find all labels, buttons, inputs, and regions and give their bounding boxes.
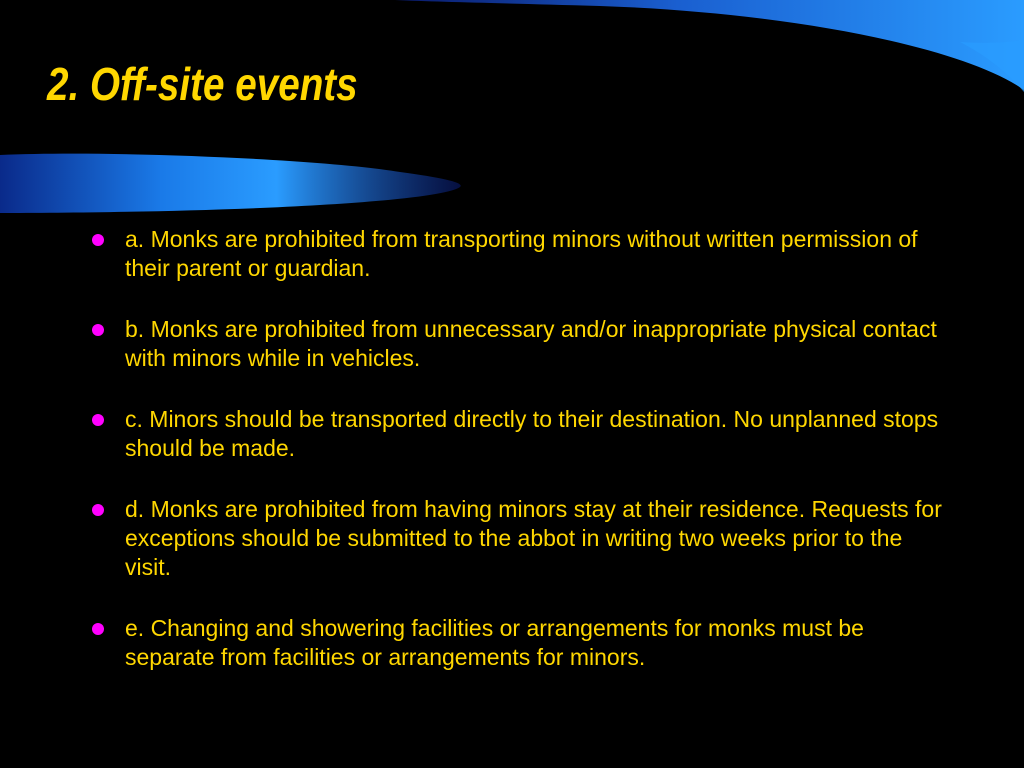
bullet-text-e: e. Changing and showering facilities or arrangements for monks must be separate from facilities or arrangements for minors. [125, 615, 864, 670]
bullet-item-c [92, 405, 952, 463]
bullet-text-b: b. Monks are prohibited from unnecessary and/or inappropriate physical contact with minors while in vehicles. [125, 316, 937, 371]
bullet-list [92, 225, 952, 704]
bullet-item-b [92, 315, 952, 373]
bullet-item-e [92, 614, 952, 672]
bullet-dot-icon [92, 504, 104, 516]
bullet-dot-icon [92, 324, 104, 336]
bullet-text-c: c. Minors should be transported directly to their destination. No unplanned stops should be made. [125, 406, 939, 461]
left-swoosh [0, 154, 461, 213]
top-right-swoosh [395, 0, 1024, 90]
bullet-text-d: d. Monks are prohibited from having minors stay at their residence. Requests for exceptions should be submitted to the abbot in writing two weeks prior to the visit. [125, 496, 942, 580]
bullet-item-a [92, 225, 952, 283]
bullet-item-d [92, 495, 952, 582]
bullet-text-a: a. Monks are prohibited from transporting minors without written permission of their parent or guardian. [125, 226, 918, 281]
slide-title: 2. Off-site events [47, 58, 358, 110]
bullet-dot-icon [92, 234, 104, 246]
bullet-dot-icon [92, 623, 104, 635]
bullet-dot-icon [92, 414, 104, 426]
